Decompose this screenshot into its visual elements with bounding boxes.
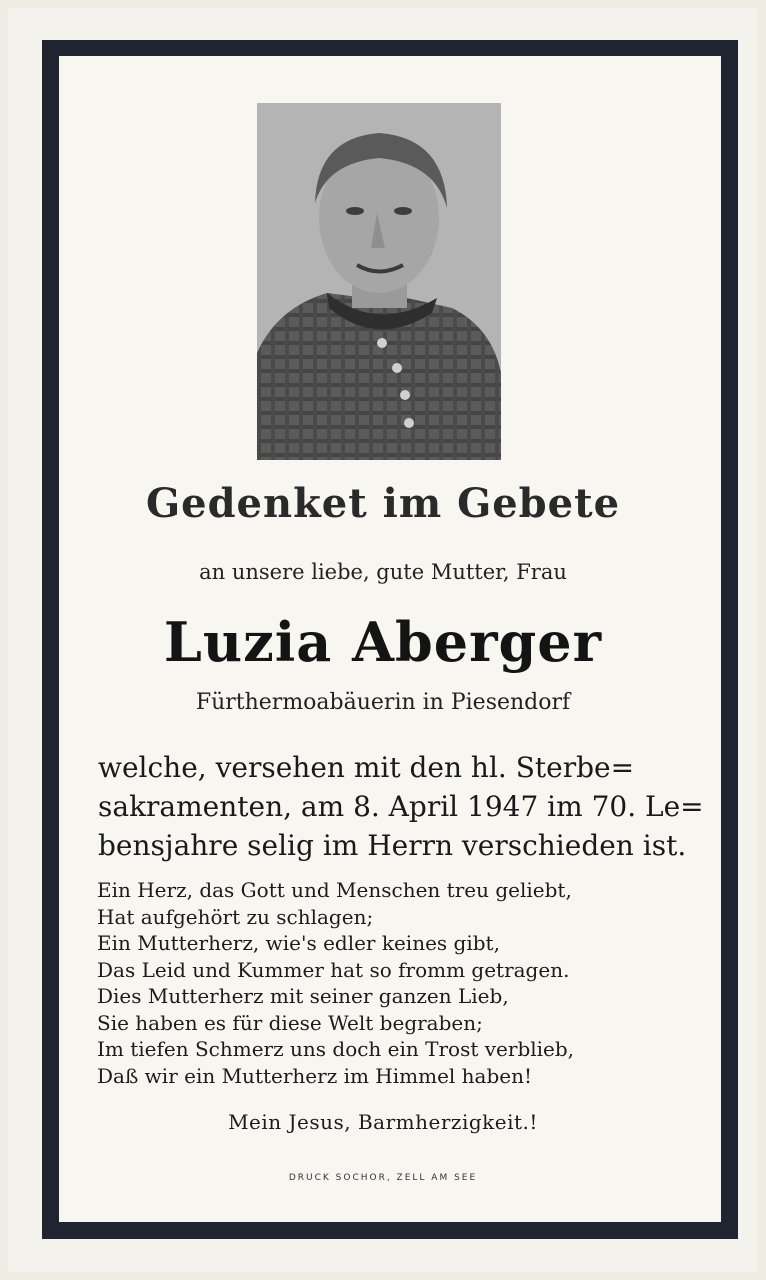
poem-line: Sie haben es für diese Welt begraben; bbox=[97, 1010, 483, 1035]
poem-line: Hat aufgehört zu schlagen; bbox=[97, 904, 374, 929]
deceased-name: Luzia Aberger bbox=[163, 610, 603, 674]
deceased-role: Fürthermoabäuerin in Piesendorf bbox=[195, 690, 571, 715]
poem-line: Das Leid und Kummer hat so fromm getragen. bbox=[97, 957, 570, 982]
portrait-photo bbox=[257, 103, 501, 460]
notice-line: sakramenten, am 8. April 1947 im 70. Le= bbox=[98, 790, 704, 823]
memorial-poem bbox=[97, 877, 697, 1089]
poem-line: Dies Mutterherz mit seiner ganzen Lieb, bbox=[97, 984, 509, 1008]
poem-line: Ein Herz, das Gott und Menschen treu geliebt, bbox=[97, 878, 572, 902]
printer-imprint: DRUCK SOCHOR, ZELL AM SEE bbox=[288, 1173, 478, 1183]
heading-title: Gedenket im Gebete bbox=[145, 480, 621, 527]
notice-line: welche, versehen mit den hl. Sterbe= bbox=[98, 751, 635, 784]
prayer-line: Mein Jesus, Barmherzigkeit.! bbox=[228, 1110, 538, 1134]
dedication-line: an unsere liebe, gute Mutter, Frau bbox=[199, 560, 567, 584]
notice-line: bensjahre selig im Herrn verschieden ist. bbox=[98, 829, 687, 862]
poem-line: Im tiefen Schmerz uns doch ein Trost verblieb, bbox=[97, 1037, 575, 1061]
poem-line: Ein Mutterherz, wie's edler keines gibt, bbox=[97, 931, 500, 955]
poem-line: Daß wir ein Mutterherz im Himmel haben! bbox=[97, 1063, 533, 1088]
death-notice bbox=[98, 748, 704, 865]
